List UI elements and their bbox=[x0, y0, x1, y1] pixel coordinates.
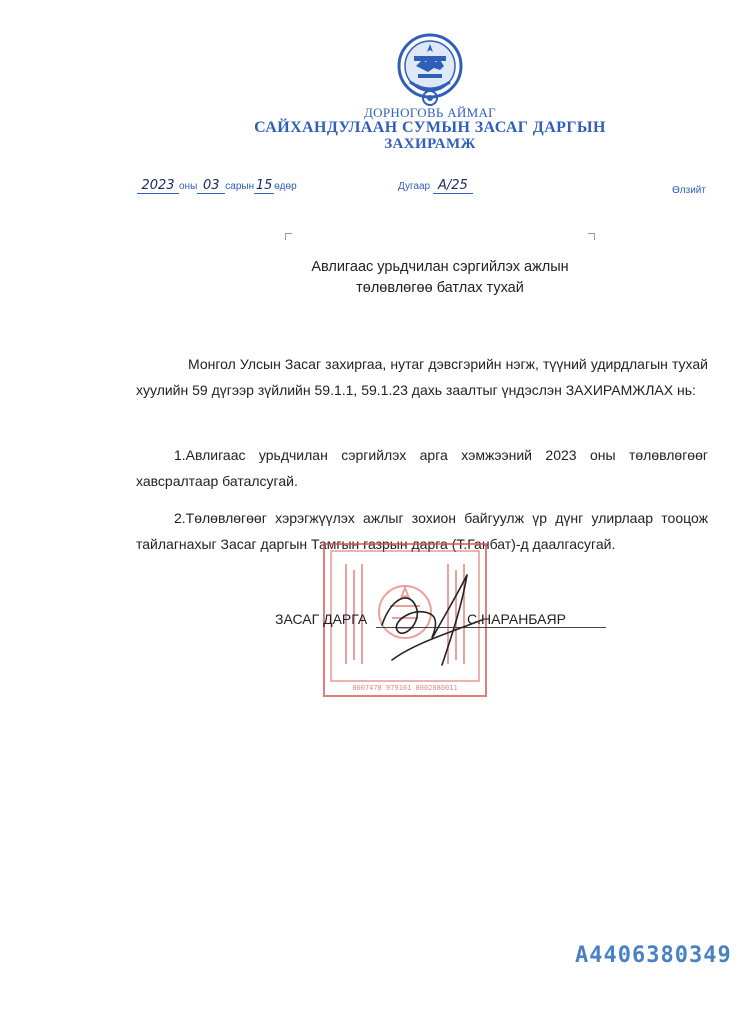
document-serial-number: A4406380349 bbox=[575, 943, 732, 968]
number-label: Дугаар bbox=[398, 181, 431, 192]
date-day-suffix: өдөр bbox=[274, 181, 297, 192]
preamble-paragraph: Монгол Улсын Засаг захиргаа, нутаг дэвсгэрийн нэгж, түүний удирдлагын тухай хуулийн 59 дүгээр зүйлийн 59.1.1, 59.1.23 дахь заалтыг үндэслэн ЗАХИРАМЖЛАХ нь: bbox=[136, 356, 708, 398]
title-line-1: Авлигаас урьдчилан сэргийлэх ажлын bbox=[311, 259, 569, 275]
date-month: 03 bbox=[197, 178, 225, 194]
date-month-suffix: сарын bbox=[225, 181, 255, 192]
svg-text:0007478 979101 8002080011: 0007478 979101 8002080011 bbox=[352, 684, 458, 692]
place-name: Өлзийт bbox=[672, 185, 706, 196]
date-year-suffix: оны bbox=[179, 181, 198, 192]
order-item-1: 1.Авлигаас урьдчилан сэргийлэх арга хэмжээний 2023 оны төлөвлөгөөг хавсралтаар баталсугай. bbox=[136, 447, 708, 489]
order-item-2: 2.Төлөвлөгөөг хэрэгжүүлэх ажлыг зохион байгуулж үр дүнг улирлаар тооцож тайлагнахыг Засаг даргын Тамгын газрын дарга (Т.Ганбат)-д даалгасугай. bbox=[136, 510, 708, 552]
signatory-title: ЗАСАГ ДАРГА bbox=[275, 611, 368, 627]
title-line-2: төлөвлөгөө батлах тухай bbox=[356, 280, 524, 296]
title-corner-left bbox=[285, 233, 292, 240]
number-line bbox=[398, 178, 473, 194]
title-corner-right bbox=[588, 233, 595, 240]
mongolia-state-emblem-icon bbox=[396, 32, 464, 108]
signatory-name: С.НАРАНБАЯР bbox=[467, 611, 566, 627]
date-line bbox=[137, 178, 297, 194]
date-day: 15 bbox=[255, 178, 273, 193]
office-name: САЙХАНДУЛААН СУМЫН ЗАСАГ ДАРГЫН bbox=[254, 119, 606, 136]
aimag-name: ДОРНОГОВЬ АЙМАГ bbox=[364, 105, 496, 120]
document-number: A/25 bbox=[433, 178, 473, 194]
document-type: ЗАХИРАМЖ bbox=[384, 136, 476, 152]
date-year: 2023 bbox=[137, 178, 179, 194]
handwritten-signature bbox=[372, 565, 487, 675]
